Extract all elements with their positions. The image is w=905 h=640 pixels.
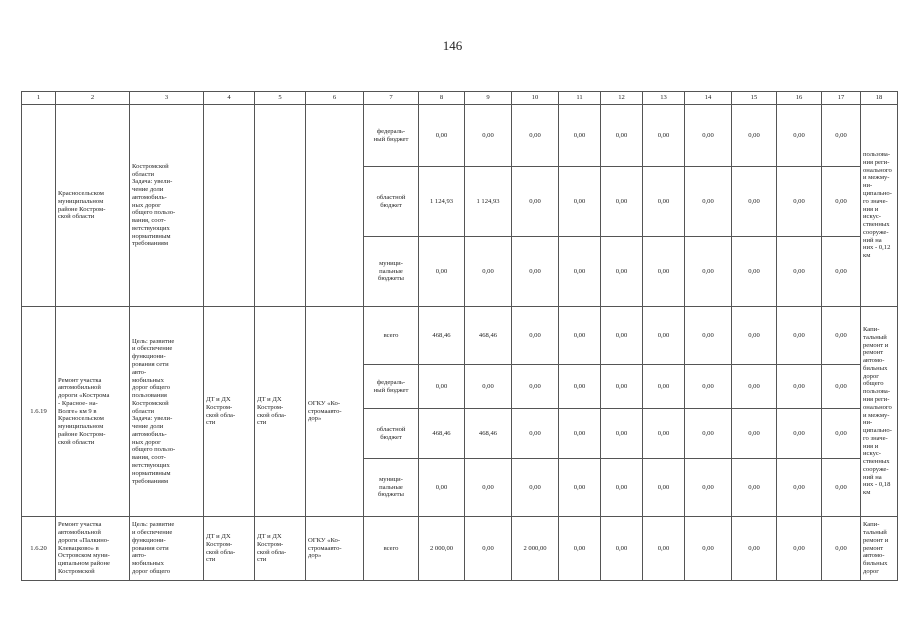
table-row — [22, 517, 898, 581]
amount-cell: 0,00 — [685, 409, 732, 459]
column-header: 4 — [204, 92, 255, 105]
amount-cell: 0,00 — [512, 167, 559, 237]
column-header: 13 — [643, 92, 685, 105]
amount-cell: 0,00 — [601, 409, 643, 459]
amount-cell: 0,00 — [777, 237, 822, 307]
amount-cell: 0,00 — [822, 105, 861, 167]
result-cell: пользова- ния реги- онального и межму- ни- ципально- го значе- ния и искус- ственных сооруже- ний на них - 0,12 км — [861, 105, 898, 307]
amount-cell: 0,00 — [685, 517, 732, 581]
funding-source-cell: муници- пальные бюджеты — [364, 459, 419, 517]
amount-cell: 0,00 — [601, 307, 643, 365]
amount-cell: 0,00 — [822, 365, 861, 409]
amount-cell: 0,00 — [685, 167, 732, 237]
amount-cell: 0,00 — [512, 459, 559, 517]
amount-cell: 0,00 — [419, 237, 465, 307]
column-header: 14 — [685, 92, 732, 105]
amount-cell: 0,00 — [777, 517, 822, 581]
goal-task-cell: Цель: развитие и обеспечение функциони- рования сети авто- мобильных дорог общего пользования Костромской области Задача: увели- чение доли автомобиль- ных дорог общего пользо- вания, соот- ветствующих нормативным требованиям — [130, 307, 204, 517]
amount-cell: 0,00 — [732, 459, 777, 517]
amount-cell: 0,00 — [512, 105, 559, 167]
amount-cell: 0,00 — [822, 237, 861, 307]
coexecutor-cell: ДТ и ДХ Костром- ской обла- сти — [255, 517, 306, 581]
amount-cell: 0,00 — [465, 459, 512, 517]
amount-cell: 0,00 — [559, 167, 601, 237]
column-header: 7 — [364, 92, 419, 105]
column-header: 18 — [861, 92, 898, 105]
amount-cell: 0,00 — [732, 517, 777, 581]
amount-cell: 0,00 — [643, 307, 685, 365]
amount-cell: 0,00 — [601, 365, 643, 409]
amount-cell: 0,00 — [601, 517, 643, 581]
coexecutor-cell: ДТ и ДХ Костром- ской обла- сти — [255, 307, 306, 517]
column-header: 10 — [512, 92, 559, 105]
amount-cell: 0,00 — [512, 237, 559, 307]
row-number-cell: 1.6.19 — [22, 307, 56, 517]
amount-cell: 0,00 — [601, 459, 643, 517]
amount-cell: 0,00 — [512, 307, 559, 365]
amount-cell: 2 000,00 — [419, 517, 465, 581]
amount-cell: 468,46 — [419, 307, 465, 365]
coexecutor-cell — [255, 105, 306, 307]
amount-cell: 0,00 — [465, 105, 512, 167]
amount-cell: 0,00 — [777, 409, 822, 459]
executor-cell: ОГКУ «Ко- стромаавто- дор» — [306, 307, 364, 517]
amount-cell: 0,00 — [685, 365, 732, 409]
amount-cell: 0,00 — [732, 167, 777, 237]
customer-cell — [204, 105, 255, 307]
amount-cell: 0,00 — [732, 237, 777, 307]
amount-cell: 0,00 — [777, 105, 822, 167]
amount-cell: 0,00 — [559, 237, 601, 307]
column-header: 9 — [465, 92, 512, 105]
amount-cell: 0,00 — [777, 459, 822, 517]
amount-cell: 468,46 — [465, 409, 512, 459]
amount-cell: 0,00 — [732, 105, 777, 167]
amount-cell: 0,00 — [643, 409, 685, 459]
row-number-cell — [22, 105, 56, 307]
amount-cell: 0,00 — [559, 409, 601, 459]
amount-cell: 0,00 — [643, 105, 685, 167]
goal-task-cell: Цель: развитие и обеспечение функциони- рования сети авто- мобильных дорог общего — [130, 517, 204, 581]
executor-cell: ОГКУ «Ко- стромаавто- дор» — [306, 517, 364, 581]
amount-cell: 468,46 — [419, 409, 465, 459]
amount-cell: 0,00 — [419, 459, 465, 517]
amount-cell: 0,00 — [822, 307, 861, 365]
column-header: 6 — [306, 92, 364, 105]
funding-source-cell: муници- пальные бюджеты — [364, 237, 419, 307]
amount-cell: 0,00 — [685, 105, 732, 167]
amount-cell: 0,00 — [777, 167, 822, 237]
funding-source-cell: областной бюджет — [364, 167, 419, 237]
amount-cell: 0,00 — [685, 307, 732, 365]
table-row — [22, 307, 898, 365]
amount-cell: 0,00 — [643, 365, 685, 409]
amount-cell: 468,46 — [465, 307, 512, 365]
amount-cell: 0,00 — [643, 167, 685, 237]
amount-cell: 0,00 — [643, 237, 685, 307]
amount-cell: 0,00 — [559, 459, 601, 517]
table-row — [22, 105, 898, 167]
amount-cell: 0,00 — [732, 365, 777, 409]
column-header: 5 — [255, 92, 306, 105]
amount-cell: 0,00 — [822, 459, 861, 517]
amount-cell: 1 124,93 — [465, 167, 512, 237]
amount-cell: 0,00 — [643, 459, 685, 517]
goal-task-cell: Костромской области Задача: увели- чение доли автомобиль- ных дорог общего пользо- вания, соот- ветствующих нормативным требованиям — [130, 105, 204, 307]
amount-cell: 0,00 — [419, 105, 465, 167]
row-number-cell: 1.6.20 — [22, 517, 56, 581]
customer-cell: ДТ и ДХ Костром- ской обла- сти — [204, 517, 255, 581]
funding-source-cell: федераль- ный бюджет — [364, 105, 419, 167]
amount-cell: 0,00 — [512, 365, 559, 409]
result-cell: Капи- тальный ремонт и ремонт автомо- бильных дорог — [861, 517, 898, 581]
amount-cell: 0,00 — [512, 409, 559, 459]
funding-source-cell: всего — [364, 517, 419, 581]
result-cell: Капи- тальный ремонт и ремонт автомо- бильных дорог общего пользова- ния реги- онального и межму- ни- ципально- го значе- ния и искус- ственных сооруже- ний на них - 0,18 км — [861, 307, 898, 517]
amount-cell: 0,00 — [559, 307, 601, 365]
budget-table — [21, 91, 898, 581]
amount-cell: 0,00 — [601, 167, 643, 237]
amount-cell: 0,00 — [685, 237, 732, 307]
funding-source-cell: областной бюджет — [364, 409, 419, 459]
amount-cell: 0,00 — [822, 409, 861, 459]
amount-cell: 0,00 — [777, 307, 822, 365]
amount-cell: 0,00 — [732, 307, 777, 365]
column-header: 1 — [22, 92, 56, 105]
column-header: 8 — [419, 92, 465, 105]
event-name-cell: Ремонт участка автомобильной дороги «Кострома - Красное- на- Волге» км 9 в Красносельском муниципальном районе Костром- ской области — [56, 307, 130, 517]
amount-cell: 0,00 — [465, 517, 512, 581]
column-header: 16 — [777, 92, 822, 105]
event-name-cell: Красносельском муниципальном районе Костром- ской области — [56, 105, 130, 307]
amount-cell: 2 000,00 — [512, 517, 559, 581]
amount-cell: 0,00 — [559, 105, 601, 167]
amount-cell: 0,00 — [685, 459, 732, 517]
column-header: 2 — [56, 92, 130, 105]
amount-cell: 0,00 — [822, 517, 861, 581]
customer-cell: ДТ и ДХ Костром- ской обла- сти — [204, 307, 255, 517]
amount-cell: 0,00 — [465, 237, 512, 307]
amount-cell: 0,00 — [732, 409, 777, 459]
column-header: 11 — [559, 92, 601, 105]
amount-cell: 0,00 — [559, 517, 601, 581]
amount-cell: 0,00 — [465, 365, 512, 409]
event-name-cell: Ремонт участка автомобильной дороги «Палкино- Клевацково» в Островском муни- ципальном районе Костромской — [56, 517, 130, 581]
amount-cell: 0,00 — [601, 237, 643, 307]
executor-cell — [306, 105, 364, 307]
amount-cell: 0,00 — [601, 105, 643, 167]
funding-source-cell: федераль- ный бюджет — [364, 365, 419, 409]
amount-cell: 0,00 — [822, 167, 861, 237]
column-header: 15 — [732, 92, 777, 105]
column-header-row — [22, 92, 898, 105]
page-number: 146 — [442, 38, 463, 53]
amount-cell: 0,00 — [643, 517, 685, 581]
column-header: 3 — [130, 92, 204, 105]
amount-cell: 0,00 — [777, 365, 822, 409]
amount-cell: 0,00 — [419, 365, 465, 409]
column-header: 12 — [601, 92, 643, 105]
column-header: 17 — [822, 92, 861, 105]
amount-cell: 0,00 — [559, 365, 601, 409]
amount-cell: 1 124,93 — [419, 167, 465, 237]
funding-source-cell: всего — [364, 307, 419, 365]
